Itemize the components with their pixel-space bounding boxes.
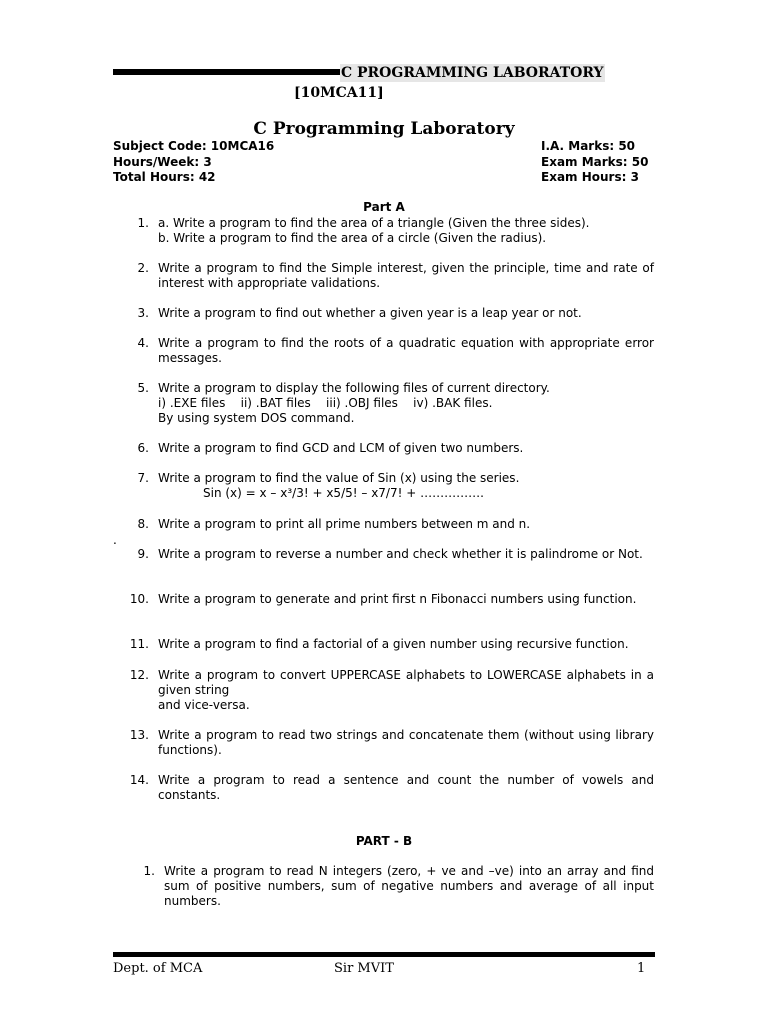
item-text: By using system DOS command. xyxy=(158,411,355,426)
total-hours: Total Hours: 42 xyxy=(113,170,216,184)
list-item xyxy=(113,668,654,714)
footer-institute: Sir MVIT xyxy=(334,961,394,976)
item-text: Write a program to read N integers (zero, + ve and –ve) into an array and find sum of positive numbers, sum of negative numbers and average of all input numbers. xyxy=(164,864,654,909)
series-formula: Sin (x) = x – x³/3! + x5/5! – x7/7! + ……………. xyxy=(203,486,484,501)
item-text: Write a program to convert UPPERCASE alphabets to LOWERCASE alphabets in a given string xyxy=(158,668,654,698)
page-number: 1 xyxy=(637,961,646,976)
list-item xyxy=(113,592,654,607)
item-text: a. Write a program to find the area of a triangle (Given the three sides). xyxy=(158,216,590,230)
document-title: C Programming Laboratory xyxy=(253,119,515,139)
part-b-heading: PART - B xyxy=(355,834,413,848)
list-item xyxy=(113,773,654,803)
subject-info xyxy=(113,139,274,186)
item-text: Write a program to read two strings and concatenate them (without using library functions). xyxy=(158,728,654,758)
item-number: 4. xyxy=(137,336,149,350)
item-text: Write a program to find a factorial of a given number using recursive function. xyxy=(158,637,629,651)
item-number: 13. xyxy=(129,728,149,742)
list-item xyxy=(113,306,654,321)
item-text: Write a program to print all prime numbers between m and n. xyxy=(158,517,531,531)
header-course-code: [10MCA11] xyxy=(294,85,384,101)
exam-marks: Exam Marks: 50 xyxy=(541,154,649,169)
item-number: 8. xyxy=(137,517,149,531)
item-number: 9. xyxy=(137,547,149,561)
list-item xyxy=(113,381,654,427)
item-number: 6. xyxy=(137,441,149,455)
marks-info xyxy=(541,139,648,186)
item-number: 1. xyxy=(143,864,155,878)
stray-dot: . xyxy=(113,533,117,547)
item-text: Write a program to reverse a number and check whether it is palindrome or Not. xyxy=(158,547,643,561)
item-text: Write a program to find the value of Sin (x) using the series. xyxy=(158,471,520,485)
list-item xyxy=(113,637,654,652)
item-text: Write a program to find the roots of a quadratic equation with appropriate error messages. xyxy=(158,336,654,366)
part-a-heading: Part A xyxy=(363,200,405,214)
item-text: Write a program to generate and print first n Fibonacci numbers using function. xyxy=(158,592,637,606)
item-number: 11. xyxy=(129,637,149,651)
item-number: 14. xyxy=(129,773,149,787)
item-number: 7. xyxy=(137,471,149,485)
list-item xyxy=(113,441,654,456)
footer-department: Dept. of MCA xyxy=(113,961,203,976)
item-number: 10. xyxy=(129,592,149,606)
list-item xyxy=(113,216,654,246)
item-text: Write a program to display the following files of current directory. xyxy=(158,381,550,395)
header-title: C PROGRAMMING LABORATORY xyxy=(341,65,604,81)
list-item xyxy=(113,261,654,291)
hours-per-week: Hours/Week: 3 xyxy=(113,154,212,169)
item-number: 3. xyxy=(137,306,149,320)
item-number: 2. xyxy=(137,261,149,275)
item-number: 12. xyxy=(129,668,149,682)
footer-rule xyxy=(113,952,655,957)
item-number: 5. xyxy=(137,381,149,395)
item-text: b. Write a program to find the area of a circle (Given the radius). xyxy=(158,231,547,246)
item-text: Write a program to find out whether a given year is a leap year or not. xyxy=(158,306,582,320)
item-text: and vice-versa. xyxy=(158,698,250,713)
exam-hours: Exam Hours: 3 xyxy=(541,170,639,184)
list-item xyxy=(113,547,654,562)
header-rule xyxy=(113,69,340,75)
item-number: 1. xyxy=(137,216,149,230)
list-item xyxy=(113,728,654,758)
ia-marks: I.A. Marks: 50 xyxy=(541,139,636,153)
item-text: Write a program to find the Simple interest, given the principle, time and rate of interest with appropriate validations. xyxy=(158,261,654,291)
item-text: i) .EXE files ii) .BAT files iii) .OBJ files iv) .BAK files. xyxy=(158,396,493,411)
list-item xyxy=(113,336,654,366)
subject-code: Subject Code: 10MCA16 xyxy=(113,139,275,153)
item-text: Write a program to read a sentence and count the number of vowels and constants. xyxy=(158,773,654,803)
item-text: Write a program to find GCD and LCM of given two numbers. xyxy=(158,441,524,455)
list-item xyxy=(113,471,654,501)
list-item xyxy=(113,864,654,910)
list-item xyxy=(113,517,654,532)
